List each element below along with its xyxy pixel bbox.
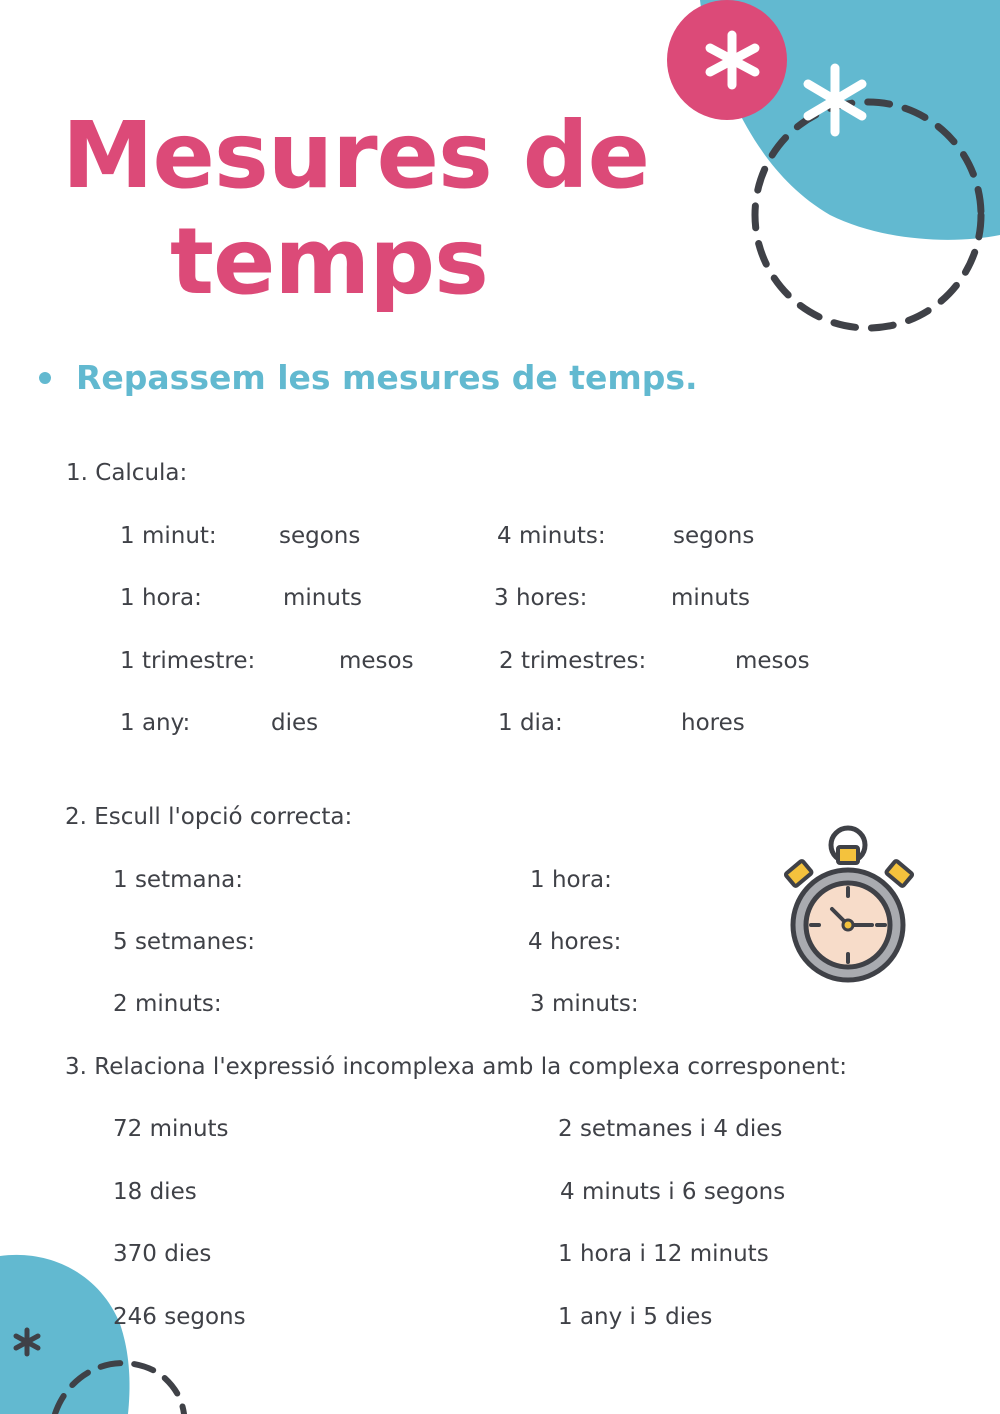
option-label: 1 setmana: bbox=[113, 867, 244, 893]
calc-label: 3 hores: bbox=[494, 585, 588, 611]
calc-label: 1 minut: bbox=[120, 523, 217, 549]
option-label: 1 hora: bbox=[530, 867, 612, 893]
calc-label: 1 trimestre: bbox=[120, 648, 256, 674]
match-item-left: 18 dies bbox=[113, 1179, 197, 1205]
section-2-heading: 2. Escull l'opció correcta: bbox=[65, 804, 353, 830]
match-item-right: 2 setmanes i 4 dies bbox=[558, 1116, 783, 1142]
page-title-line-1: Mesures de bbox=[62, 102, 650, 209]
section-1-heading: 1. Calcula: bbox=[66, 460, 188, 486]
match-item-left: 72 minuts bbox=[113, 1116, 229, 1142]
calc-unit: dies bbox=[271, 710, 319, 736]
decoration-top-right bbox=[0, 0, 1000, 420]
calc-unit: segons bbox=[279, 523, 361, 549]
calc-unit: minuts bbox=[283, 585, 362, 611]
match-item-right: 4 minuts i 6 segons bbox=[560, 1179, 786, 1205]
section-3-heading: 3. Relaciona l'expressió incomplexa amb la complexa corresponent: bbox=[65, 1054, 847, 1080]
match-item-left: 246 segons bbox=[113, 1304, 246, 1330]
match-item-right: 1 hora i 12 minuts bbox=[558, 1241, 769, 1267]
page-title-line-2: temps bbox=[170, 208, 488, 315]
bullet-icon bbox=[39, 372, 51, 384]
calc-label: 4 minuts: bbox=[497, 523, 606, 549]
calc-label: 2 trimestres: bbox=[499, 648, 647, 674]
calc-label: 1 dia: bbox=[498, 710, 563, 736]
calc-unit: mesos bbox=[735, 648, 810, 674]
match-item-right: 1 any i 5 dies bbox=[558, 1304, 713, 1330]
calc-label: 1 hora: bbox=[120, 585, 202, 611]
calc-unit: mesos bbox=[339, 648, 414, 674]
calc-unit: minuts bbox=[671, 585, 750, 611]
option-label: 4 hores: bbox=[528, 929, 622, 955]
option-label: 2 minuts: bbox=[113, 991, 222, 1017]
blue-blob bbox=[0, 1255, 130, 1414]
calc-label: 1 any: bbox=[120, 710, 191, 736]
subtitle: Repassem les mesures de temps. bbox=[76, 358, 698, 397]
match-item-left: 370 dies bbox=[113, 1241, 212, 1267]
stopwatch-icon bbox=[780, 825, 920, 990]
option-label: 3 minuts: bbox=[530, 991, 639, 1017]
option-label: 5 setmanes: bbox=[113, 929, 256, 955]
calc-unit: segons bbox=[673, 523, 755, 549]
calc-unit: hores bbox=[681, 710, 745, 736]
